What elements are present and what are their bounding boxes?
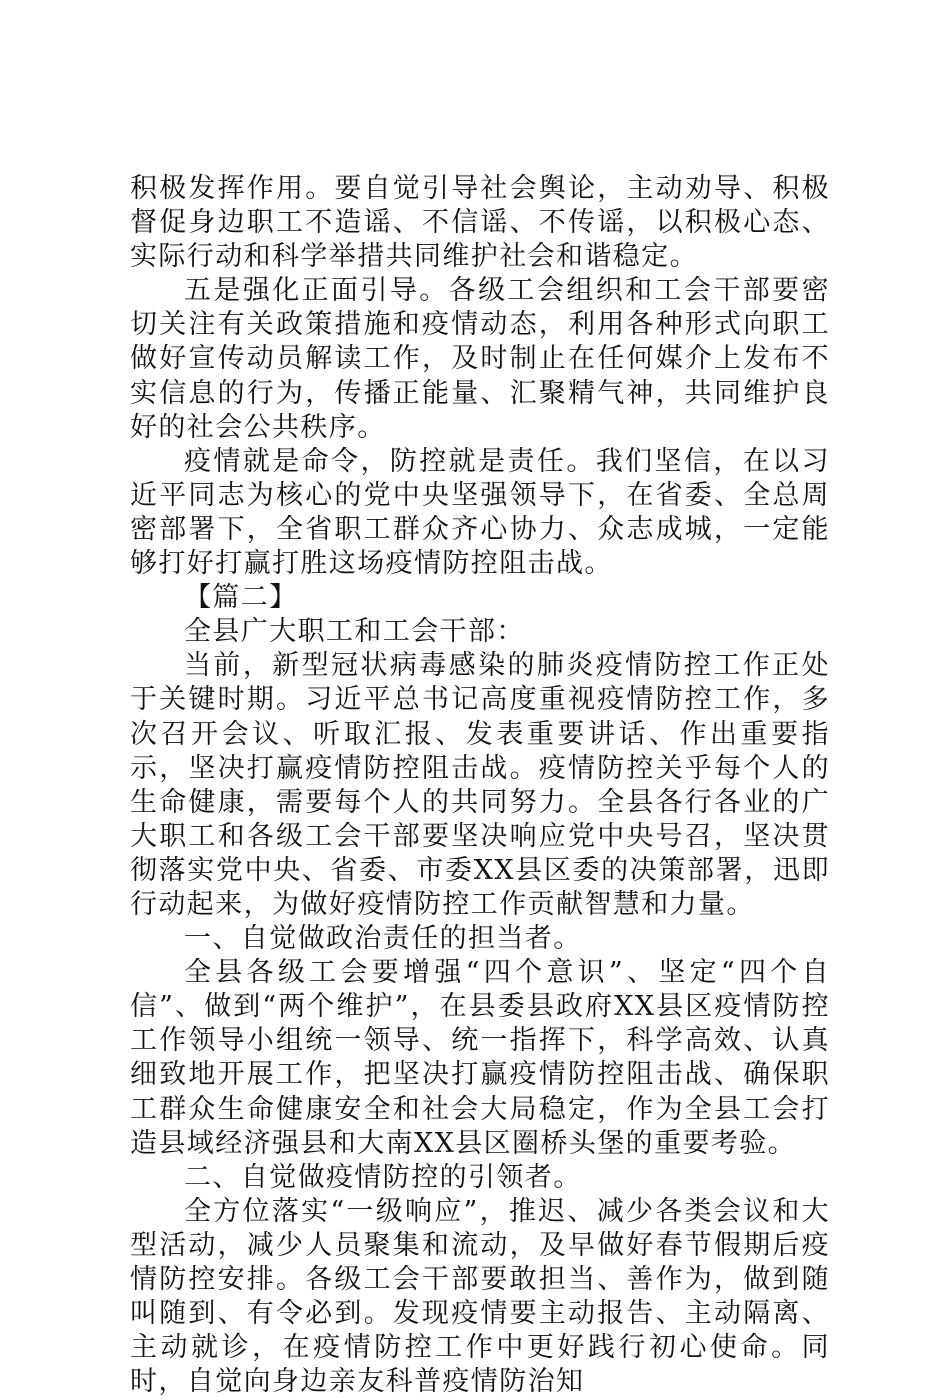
paragraph-6: 当前，新型冠状病毒感染的肺炎疫情防控工作正处于关键时期。习近平总书记高度重视疫情防控工作，多次召开会议、听取汇报、发表重要讲话、作出重要指示，坚决打赢疫情防控阻击战。疫情防控关乎每个人的生命健康，需要每个人的共同努力。全县各行各业的广大职工和各级工会干部要坚决响应党中央号召，坚决贯彻落实党中央、省委、市委XX县区委的决策部署，迅即行动起来，为做好疫情防控工作贡献智慧和力量。 bbox=[130, 650, 830, 920]
heading-item-two: 二、自觉做疫情防控的引领者。 bbox=[184, 1161, 582, 1193]
heading-item-one: 一、自觉做政治责任的担当者。 bbox=[184, 923, 582, 955]
salutation: 全县广大职工和工会干部： bbox=[184, 616, 525, 648]
paragraph-3: 疫情就是命令，防控就是责任。我们坚信，在以习近平同志为核心的党中央坚强领导下，在省委、全总周密部署下，全省职工群众齐心协力、众志成城，一定能够打好打赢打胜这场疫情防控阻击战。 bbox=[130, 445, 830, 580]
document-body bbox=[130, 172, 830, 1399]
paragraph-2: 五是强化正面引导。各级工会组织和工会干部要密切关注有关政策措施和疫情动态，利用各种形式向职工做好宣传动员解读工作，及时制止在任何媒介上发布不实信息的行为，传播正能量、汇聚精气神，共同维护良好的社会公共秩序。 bbox=[130, 275, 830, 443]
paragraph-8: 全县各级工会要增强“四个意识”、坚定“四个自信”、做到“两个维护”，在县委县政府XX县区疫情防控工作领导小组统一领导、统一指挥下，科学高效、认真细致地开展工作，把坚决打赢疫情防控阻击战、确保职工群众生命健康安全和社会大局稳定，作为全县工会打造县域经济强县和大南XX县区圈桥头堡的重要考验。 bbox=[130, 957, 830, 1159]
paragraph-1: 积极发挥作用。要自觉引导社会舆论，主动劝导、积极督促身边职工不造谣、不信谣、不传谣，以积极心态、实际行动和科学举措共同维护社会和谐稳定。 bbox=[130, 173, 830, 273]
paragraph-10: 全方位落实“一级响应”，推迟、减少各类会议和大型活动，减少人员聚集和流动，及早做好春节假期后疫情防控安排。各级工会干部要敢担当、善作为，做到随叫随到、有令必到。发现疫情要主动报告、主动隔离、主动就诊，在疫情防控工作中更好践行初心使命。同时，自觉向身边亲友科普疫情防治知 bbox=[130, 1195, 830, 1398]
section-heading-part-two: 【篇二】 bbox=[184, 582, 298, 614]
